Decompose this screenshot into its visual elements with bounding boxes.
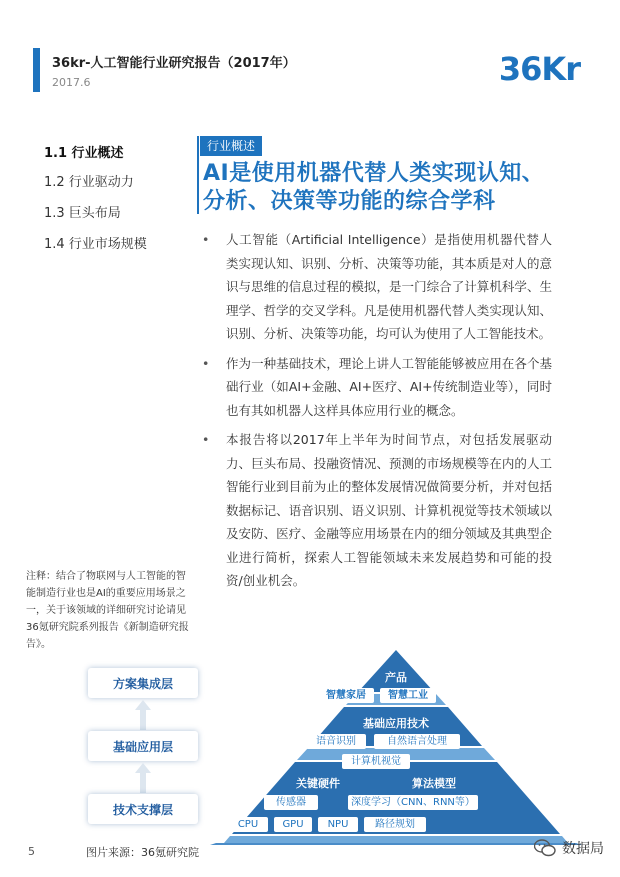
section-headline: AI是使用机器代替人类实现认知、分析、决策等功能的综合学科 (203, 161, 545, 214)
pyramid-chip: 深度学习（CNN、RNN等） (348, 795, 478, 810)
pyramid-chip: 智慧工业 (380, 688, 436, 703)
pyramid-chip: 传感器 (264, 795, 318, 810)
header-accent-bar (33, 48, 40, 92)
brand-logo: 36Kr (498, 50, 580, 88)
bullet-item (202, 228, 552, 346)
ai-pyramid-diagram (210, 650, 582, 845)
pyramid-tier3-title-hardware: 关键硬件 (296, 777, 340, 790)
image-source: 图片来源：36氪研究院 (86, 846, 199, 859)
layer-tech-support: 技术支撑层 (88, 794, 198, 824)
pyramid-tier1-title: 产品 (385, 671, 407, 684)
bullet-dot: • (202, 355, 210, 371)
section-divider (197, 136, 199, 214)
bullet-item (202, 352, 552, 423)
bullet-text: 本报告将以2017年上半年为时间节点，对包括发展驱动力、巨头布局、投融资情况、预测的市场规模等在内的人工智能行业到目前为止的整体发展情况做简要分析，并对包括数据标记、语音识别、语义识别、计算机视觉等技术领域以及安防、医疗、金融等应用场景在内的细分领域及其典型企业进行简析，探索人工智能领域未来发展趋势和可能的投资/创业机会。 (226, 432, 552, 588)
bullet-dot: • (202, 232, 210, 247)
footnote: 注释：结合了物联网与人工智能的智能制造行业也是AI的重要应用场景之一，关于该领域的详细研究讨论请见36氪研究院系列报告《新制造研究报告》。 (26, 571, 189, 650)
bullet-text: 人工智能（Artificial Intelligence）是指使用机器代替人类实现认知、识别、分析、决策等功能，其本质是对人的意识与思维的信息过程的模拟，是一门综合了计算机科学、生理学、哲学的交叉学科。凡是使用机器代替人类实现认知、识别、分析、决策等功能，均可认为使用了人工智能技术。 (226, 232, 552, 341)
bullet-list (202, 228, 552, 599)
bullet-dot: • (202, 432, 210, 447)
arrow-up-icon (135, 700, 151, 730)
toc-item-market[interactable]: 1.4 行业市场规模 (44, 237, 147, 252)
pyramid-chip: GPU (274, 817, 312, 832)
pyramid-chip: 智慧家居 (318, 688, 374, 703)
arrow-up-icon (135, 763, 151, 793)
pyramid-chip: 计算机视觉 (342, 754, 410, 769)
report-date: 2017.6 (52, 76, 91, 89)
toc-item-giants[interactable]: 1.3 巨头布局 (44, 206, 121, 221)
bullet-item (202, 428, 552, 593)
report-title: 36kr-人工智能行业研究报告（2017年） (52, 56, 296, 71)
layer-solution-integration: 方案集成层 (88, 668, 198, 698)
wechat-account[interactable] (534, 838, 604, 858)
pyramid-chip: 自然语言处理 (374, 734, 460, 749)
toc-item-overview[interactable]: 1.1 行业概述 (44, 146, 124, 161)
section-tag: 行业概述 (200, 136, 262, 156)
pyramid-tier2-title: 基础应用技术 (363, 717, 429, 730)
bullet-text: 作为一种基础技术，理论上讲人工智能能够被应用在各个基础行业（如AI+金融、AI+医疗、AI+传统制造业等），同时也有其如机器人这样具体应用行业的概念。 (226, 355, 552, 418)
toc-item-drivers[interactable]: 1.2 行业驱动力 (44, 175, 134, 190)
pyramid-chip: 路径规划 (364, 817, 426, 832)
pyramid-tier3-title-algorithm: 算法模型 (412, 777, 456, 790)
pyramid-chip: NPU (318, 817, 358, 832)
pyramid-chip: CPU (228, 817, 268, 832)
layer-basic-application: 基础应用层 (88, 731, 198, 761)
pyramid-chip: 语音识别 (306, 734, 366, 749)
wechat-name: 数据局 (562, 841, 604, 857)
wechat-icon (534, 839, 556, 857)
page-number: 5 (28, 845, 35, 858)
